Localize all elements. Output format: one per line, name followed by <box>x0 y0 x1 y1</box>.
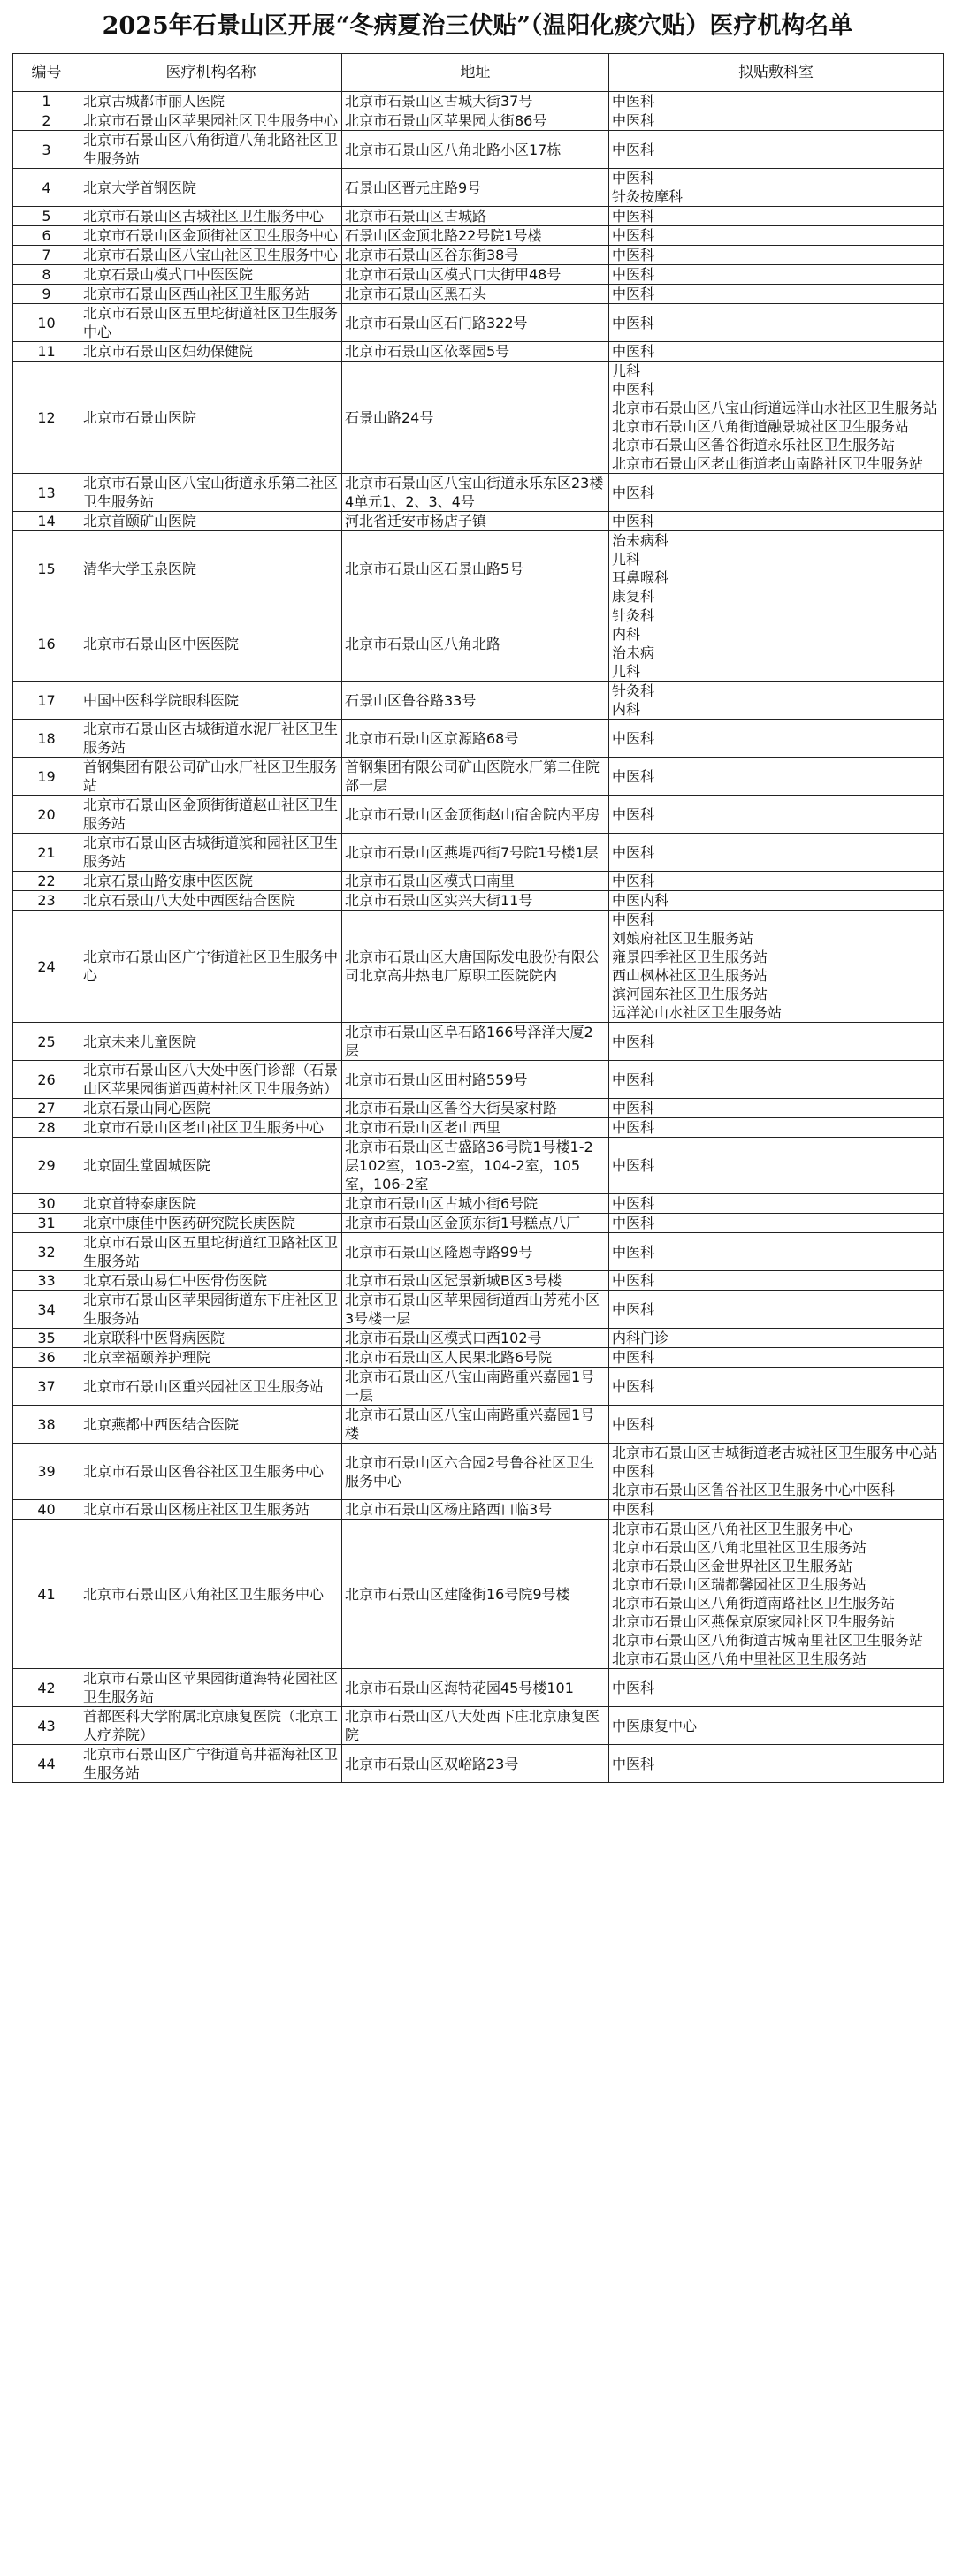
table-row <box>13 474 944 512</box>
institution-name: 北京市石景山区重兴园社区卫生服务站 <box>80 1368 342 1406</box>
institution-address: 北京市石景山区黑石头 <box>342 285 609 304</box>
row-number: 14 <box>13 512 80 531</box>
department-entry: 中医康复中心 <box>612 1717 698 1734</box>
table-body <box>13 92 944 1783</box>
department-entry: 中医内科 <box>612 892 669 909</box>
department-entry: 中医科 <box>612 266 655 283</box>
table-row <box>13 111 944 131</box>
institution-name: 清华大学玉泉医院 <box>80 531 342 606</box>
department-entry: 中医科 <box>612 93 655 110</box>
table-row <box>13 362 944 474</box>
department-entry: 中医科 <box>612 286 655 302</box>
department-cell <box>609 531 944 606</box>
department-cell <box>609 92 944 111</box>
department-entry: 儿科 <box>612 663 641 680</box>
institution-name: 首都医科大学附属北京康复医院（北京工人疗养院） <box>80 1707 342 1745</box>
department-entry: 滨河园东社区卫生服务站 <box>612 986 768 1002</box>
table-row <box>13 531 944 606</box>
institution-address: 北京市石景山区大唐国际发电股份有限公司北京高井热电厂原职工医院院内 <box>342 911 609 1023</box>
institution-name: 北京市石景山区八大处中医门诊部（石景山区苹果园街道西黄村社区卫生服务站） <box>80 1061 342 1099</box>
department-cell <box>609 362 944 474</box>
department-entry: 耳鼻喉科 <box>612 569 669 586</box>
department-entry: 内科门诊 <box>612 1330 669 1346</box>
institution-address: 北京市石景山区六合园2号鲁谷社区卫生服务中心 <box>342 1444 609 1500</box>
table-row <box>13 1348 944 1368</box>
department-entry: 中医科 <box>612 843 655 861</box>
header-address: 地址 <box>342 54 609 92</box>
institution-name: 北京石景山同心医院 <box>80 1099 342 1118</box>
department-entry: 雍景四季社区卫生服务站 <box>612 949 768 965</box>
table-row <box>13 169 944 207</box>
department-entry: 北京市石景山区金世界社区卫生服务站 <box>612 1558 853 1574</box>
institution-address: 北京市石景山区谷东街38号 <box>342 246 609 265</box>
institution-address: 北京市石景山区古城路 <box>342 207 609 226</box>
institution-address: 北京市石景山区石门路322号 <box>342 304 609 342</box>
department-cell <box>609 265 944 285</box>
row-number: 7 <box>13 246 80 265</box>
row-number: 36 <box>13 1348 80 1368</box>
row-number: 13 <box>13 474 80 512</box>
department-entry: 中医科 <box>612 1157 655 1174</box>
institution-address: 北京市石景山区古城小街6号院 <box>342 1194 609 1214</box>
table-row <box>13 92 944 111</box>
institution-name: 北京市石景山区古城街道滨和园社区卫生服务站 <box>80 834 342 872</box>
table-row <box>13 342 944 362</box>
row-number: 2 <box>13 111 80 131</box>
row-number: 24 <box>13 911 80 1023</box>
table-row <box>13 1023 944 1061</box>
department-entry: 针灸科 <box>612 607 655 624</box>
table-row <box>13 246 944 265</box>
row-number: 33 <box>13 1271 80 1291</box>
department-cell <box>609 1194 944 1214</box>
table-row <box>13 226 944 246</box>
table-row <box>13 512 944 531</box>
department-entry: 北京市石景山区鲁谷街道永乐社区卫生服务站 <box>612 437 896 453</box>
department-entry: 针灸科 <box>612 682 655 699</box>
page-title: 2025年石景山区开展“冬病夏治三伏贴”（温阳化痰穴贴）医疗机构名单 <box>102 12 853 40</box>
department-entry: 西山枫林社区卫生服务站 <box>612 967 768 984</box>
department-entry: 中医科 <box>612 1300 655 1318</box>
row-number: 23 <box>13 891 80 911</box>
institution-name: 北京未来儿童医院 <box>80 1023 342 1061</box>
table-row <box>13 131 944 169</box>
row-number: 40 <box>13 1500 80 1520</box>
institution-address: 北京市石景山区石景山路5号 <box>342 531 609 606</box>
table-row <box>13 1669 944 1707</box>
department-entry: 中医科 <box>612 314 655 332</box>
department-entry: 中医科 <box>612 1501 655 1518</box>
department-entry: 中医科 <box>612 227 655 244</box>
department-cell <box>609 131 944 169</box>
department-cell <box>609 1233 944 1271</box>
row-number: 28 <box>13 1118 80 1138</box>
table-row <box>13 285 944 304</box>
department-cell <box>609 1368 944 1406</box>
department-cell <box>609 342 944 362</box>
row-number: 21 <box>13 834 80 872</box>
row-number: 15 <box>13 531 80 606</box>
department-entry: 中医科 <box>612 1243 655 1261</box>
row-number: 43 <box>13 1707 80 1745</box>
institution-address: 北京市石景山区海特花园45号楼101 <box>342 1669 609 1707</box>
department-cell <box>609 1271 944 1291</box>
institution-address: 石景山路24号 <box>342 362 609 474</box>
table-row <box>13 796 944 834</box>
institution-name: 北京市石景山区西山社区卫生服务站 <box>80 285 342 304</box>
header-department: 拟贴敷科室 <box>609 54 944 92</box>
table-row <box>13 891 944 911</box>
row-number: 44 <box>13 1745 80 1783</box>
department-entry: 北京市石景山区燕保京原家园社区卫生服务站 <box>612 1613 896 1630</box>
department-entry: 儿科 <box>612 362 641 379</box>
institution-address: 北京市石景山区八大处西下庄北京康复医院 <box>342 1707 609 1745</box>
institution-name: 北京石景山模式口中医医院 <box>80 265 342 285</box>
institution-address: 北京市石景山区金顶东街1号糕点八厂 <box>342 1214 609 1233</box>
department-cell <box>609 304 944 342</box>
department-entry: 儿科 <box>612 551 641 568</box>
department-entry: 中医科 <box>612 729 655 747</box>
table-row <box>13 304 944 342</box>
table-row <box>13 1520 944 1669</box>
row-number: 37 <box>13 1368 80 1406</box>
table-row <box>13 1271 944 1291</box>
header-institution-name: 医疗机构名称 <box>80 54 342 92</box>
table-row <box>13 1099 944 1118</box>
row-number: 31 <box>13 1214 80 1233</box>
department-entry: 内科 <box>612 626 641 643</box>
department-cell <box>609 758 944 796</box>
department-cell <box>609 834 944 872</box>
department-entry: 北京市石景山区老山街道老山南路社区卫生服务站 <box>612 455 924 472</box>
institution-address: 北京市石景山区模式口大街甲48号 <box>342 265 609 285</box>
department-entry: 中医科 <box>612 1215 655 1231</box>
institution-address: 北京市石景山区老山西里 <box>342 1118 609 1138</box>
department-entry: 中医科 <box>612 767 655 785</box>
department-cell <box>609 720 944 758</box>
department-entry: 针灸按摩科 <box>612 188 684 205</box>
table-row <box>13 1291 944 1329</box>
institution-address: 北京市石景山区田村路559号 <box>342 1061 609 1099</box>
institution-name: 北京古城都市丽人医院 <box>80 92 342 111</box>
institution-name: 北京市石景山区杨庄社区卫生服务站 <box>80 1500 342 1520</box>
institution-address: 北京市石景山区苹果园大街86号 <box>342 111 609 131</box>
institution-name: 北京市石景山区八宝山街道永乐第二社区卫生服务站 <box>80 474 342 512</box>
table-row <box>13 1214 944 1233</box>
department-entry: 中医科 <box>612 1272 655 1289</box>
institution-address: 石景山区金顶北路22号院1号楼 <box>342 226 609 246</box>
row-number: 34 <box>13 1291 80 1329</box>
table-row <box>13 1138 944 1194</box>
row-number: 6 <box>13 226 80 246</box>
row-number: 29 <box>13 1138 80 1194</box>
department-cell <box>609 1291 944 1329</box>
institution-address: 北京市石景山区古城大街37号 <box>342 92 609 111</box>
table-row <box>13 1118 944 1138</box>
institution-address: 北京市石景山区八宝山南路重兴嘉园1号楼 <box>342 1406 609 1444</box>
row-number: 19 <box>13 758 80 796</box>
department-entry: 北京市石景山区八角街道南路社区卫生服务站 <box>612 1595 896 1612</box>
department-cell <box>609 111 944 131</box>
institution-address: 北京市石景山区建隆街16号院9号楼 <box>342 1520 609 1669</box>
department-cell <box>609 1118 944 1138</box>
row-number: 20 <box>13 796 80 834</box>
department-entry: 北京市石景山区八角街道古城南里社区卫生服务站 <box>612 1632 924 1649</box>
department-entry: 中医科 <box>612 1349 655 1366</box>
department-entry: 中医科 <box>612 247 655 263</box>
row-number: 38 <box>13 1406 80 1444</box>
institution-name: 北京市石景山区五里坨街道红卫路社区卫生服务站 <box>80 1233 342 1271</box>
department-cell <box>609 1329 944 1348</box>
department-entry: 中医科 <box>612 911 655 928</box>
department-entry: 北京市石景山区八角街道融景城社区卫生服务站 <box>612 418 910 435</box>
department-entry: 治未病 <box>612 644 655 661</box>
department-entry: 中医科 <box>612 141 655 158</box>
department-entry: 内科 <box>612 701 641 718</box>
institution-name: 北京市石景山区广宁街道社区卫生服务中心 <box>80 911 342 1023</box>
department-cell <box>609 606 944 682</box>
department-cell <box>609 1707 944 1745</box>
institution-name: 北京市石景山区古城社区卫生服务中心 <box>80 207 342 226</box>
institution-address: 北京市石景山区苹果园街道西山芳苑小区3号楼一层 <box>342 1291 609 1329</box>
institution-name: 北京市石景山区妇幼保健院 <box>80 342 342 362</box>
department-entry: 中医科 <box>612 1195 655 1212</box>
institution-name: 北京首颐矿山医院 <box>80 512 342 531</box>
department-entry: 中医科 <box>612 1377 655 1395</box>
row-number: 5 <box>13 207 80 226</box>
table-row <box>13 1444 944 1500</box>
institution-name: 北京市石景山医院 <box>80 362 342 474</box>
department-cell <box>609 1023 944 1061</box>
department-entry: 中医科 <box>612 112 655 129</box>
row-number: 9 <box>13 285 80 304</box>
row-number: 1 <box>13 92 80 111</box>
row-number: 16 <box>13 606 80 682</box>
institution-address: 北京市石景山区鲁谷大街吴家村路 <box>342 1099 609 1118</box>
row-number: 10 <box>13 304 80 342</box>
institution-name: 北京燕都中西医结合医院 <box>80 1406 342 1444</box>
institution-address: 北京市石景山区冠景新城B区3号楼 <box>342 1271 609 1291</box>
table-row <box>13 606 944 682</box>
table-row <box>13 1329 944 1348</box>
table-row <box>13 1194 944 1214</box>
department-entry: 中医科 <box>612 343 655 360</box>
row-number: 3 <box>13 131 80 169</box>
department-entry: 中医科 <box>612 1679 655 1696</box>
table-row <box>13 682 944 720</box>
institution-name: 北京市石景山区古城街道水泥厂社区卫生服务站 <box>80 720 342 758</box>
row-number: 32 <box>13 1233 80 1271</box>
department-cell <box>609 1214 944 1233</box>
institution-name: 北京市石景山区八角街道八角北路社区卫生服务站 <box>80 131 342 169</box>
department-entry: 北京市石景山区八宝山街道远洋山水社区卫生服务站 <box>612 400 938 416</box>
department-entry: 中医科 <box>612 805 655 823</box>
department-entry: 中医科 <box>612 170 655 187</box>
department-entry: 北京市石景山区八角社区卫生服务中心 <box>612 1520 853 1537</box>
department-cell <box>609 1348 944 1368</box>
row-number: 39 <box>13 1444 80 1500</box>
department-cell <box>609 1138 944 1194</box>
institution-address: 北京市石景山区隆恩寺路99号 <box>342 1233 609 1271</box>
row-number: 27 <box>13 1099 80 1118</box>
table-row <box>13 911 944 1023</box>
institution-address: 北京市石景山区双峪路23号 <box>342 1745 609 1783</box>
row-number: 12 <box>13 362 80 474</box>
table-row <box>13 872 944 891</box>
row-number: 41 <box>13 1520 80 1669</box>
institution-name: 北京市石景山区金顶街街道赵山社区卫生服务站 <box>80 796 342 834</box>
department-entry: 北京市石景山区瑞都馨园社区卫生服务站 <box>612 1576 867 1593</box>
department-entry: 北京市石景山区八角中里社区卫生服务站 <box>612 1650 867 1667</box>
table-row <box>13 1061 944 1099</box>
department-entry: 中医科 <box>612 484 655 501</box>
institution-name: 北京大学首钢医院 <box>80 169 342 207</box>
institution-address: 河北省迁安市杨店子镇 <box>342 512 609 531</box>
department-entry: 刘娘府社区卫生服务站 <box>612 930 754 947</box>
department-cell <box>609 474 944 512</box>
institution-name: 北京市石景山区广宁街道高井福海社区卫生服务站 <box>80 1745 342 1783</box>
institution-address: 石景山区晋元庄路9号 <box>342 169 609 207</box>
row-number: 30 <box>13 1194 80 1214</box>
department-cell <box>609 169 944 207</box>
department-cell <box>609 682 944 720</box>
institution-address: 北京市石景山区依翠园5号 <box>342 342 609 362</box>
institution-address: 北京市石景山区古盛路36号院1号楼1-2层102室，103-2室，104-2室，105室，106-2室 <box>342 1138 609 1194</box>
institution-address: 北京市石景山区八宝山南路重兴嘉园1号一层 <box>342 1368 609 1406</box>
department-cell <box>609 1520 944 1669</box>
institution-name: 北京市石景山区苹果园街道东下庄社区卫生服务站 <box>80 1291 342 1329</box>
department-entry: 中医科 <box>612 1119 655 1136</box>
department-cell <box>609 911 944 1023</box>
institution-address: 石景山区鲁谷路33号 <box>342 682 609 720</box>
institution-address: 北京市石景山区八宝山街道永乐东区23楼4单元1、2、3、4号 <box>342 474 609 512</box>
table-row <box>13 834 944 872</box>
row-number: 42 <box>13 1669 80 1707</box>
table-row <box>13 720 944 758</box>
row-number: 26 <box>13 1061 80 1099</box>
institution-name: 北京首特泰康医院 <box>80 1194 342 1214</box>
institution-address: 北京市石景山区八角北路小区17栋 <box>342 131 609 169</box>
institution-address: 北京市石景山区实兴大街11号 <box>342 891 609 911</box>
institution-name: 北京中康佳中医药研究院长庚医院 <box>80 1214 342 1233</box>
department-entry: 中医科 <box>612 873 655 889</box>
department-entry: 中医科 <box>612 208 655 225</box>
row-number: 11 <box>13 342 80 362</box>
institution-name: 北京固生堂固城医院 <box>80 1138 342 1194</box>
institution-address: 北京市石景山区杨庄路西口临3号 <box>342 1500 609 1520</box>
department-cell <box>609 891 944 911</box>
department-cell <box>609 207 944 226</box>
table-row <box>13 1745 944 1783</box>
institution-name: 北京市石景山区八宝山社区卫生服务中心 <box>80 246 342 265</box>
department-cell <box>609 1099 944 1118</box>
institution-address: 北京市石景山区阜石路166号泽洋大厦2层 <box>342 1023 609 1061</box>
institution-name: 北京市石景山区五里坨街道社区卫生服务中心 <box>80 304 342 342</box>
row-number: 25 <box>13 1023 80 1061</box>
institution-name: 北京市石景山区老山社区卫生服务中心 <box>80 1118 342 1138</box>
department-entry: 北京市石景山区古城街道老古城社区卫生服务中心站中医科 <box>612 1444 938 1480</box>
institution-name: 北京市石景山区苹果园街道海特花园社区卫生服务站 <box>80 1669 342 1707</box>
institution-name: 北京市石景山区八角社区卫生服务中心 <box>80 1520 342 1669</box>
institution-name: 首钢集团有限公司矿山水厂社区卫生服务站 <box>80 758 342 796</box>
institution-name: 北京市石景山区鲁谷社区卫生服务中心 <box>80 1444 342 1500</box>
institution-name: 北京石景山八大处中西医结合医院 <box>80 891 342 911</box>
department-entry: 远洋沁山水社区卫生服务站 <box>612 1004 783 1021</box>
department-cell <box>609 226 944 246</box>
department-cell <box>609 512 944 531</box>
department-entry: 北京市石景山区八角北里社区卫生服务站 <box>612 1539 867 1556</box>
table-header-row <box>13 54 944 92</box>
institution-name: 北京石景山易仁中医骨伤医院 <box>80 1271 342 1291</box>
table-row <box>13 1406 944 1444</box>
department-cell <box>609 872 944 891</box>
institution-name: 北京幸福颐养护理院 <box>80 1348 342 1368</box>
institution-name: 北京石景山路安康中医医院 <box>80 872 342 891</box>
institution-name: 北京市石景山区苹果园社区卫生服务中心 <box>80 111 342 131</box>
department-cell <box>609 246 944 265</box>
table-row <box>13 265 944 285</box>
institution-name: 北京市石景山区金顶街社区卫生服务中心 <box>80 226 342 246</box>
row-number: 17 <box>13 682 80 720</box>
row-number: 8 <box>13 265 80 285</box>
department-cell <box>609 1669 944 1707</box>
department-entry: 中医科 <box>612 381 655 398</box>
department-entry: 中医科 <box>612 1415 655 1433</box>
department-cell <box>609 285 944 304</box>
department-cell <box>609 796 944 834</box>
department-entry: 中医科 <box>612 1071 655 1088</box>
table-row <box>13 758 944 796</box>
department-cell <box>609 1406 944 1444</box>
table-row <box>13 1500 944 1520</box>
department-entry: 康复科 <box>612 588 655 605</box>
institution-address: 北京市石景山区燕堤西街7号院1号楼1层 <box>342 834 609 872</box>
institution-address: 北京市石景山区京源路68号 <box>342 720 609 758</box>
institution-address: 北京市石景山区人民果北路6号院 <box>342 1348 609 1368</box>
table-row <box>13 1707 944 1745</box>
institution-name: 中国中医科学院眼科医院 <box>80 682 342 720</box>
institution-name: 北京联科中医肾病医院 <box>80 1329 342 1348</box>
row-number: 18 <box>13 720 80 758</box>
institution-table <box>12 53 944 1783</box>
table-row <box>13 1368 944 1406</box>
institution-address: 北京市石景山区模式口南里 <box>342 872 609 891</box>
department-entry: 中医科 <box>612 513 655 530</box>
department-entry: 北京市石景山区鲁谷社区卫生服务中心中医科 <box>612 1482 896 1498</box>
institution-address: 北京市石景山区金顶街赵山宿舍院内平房 <box>342 796 609 834</box>
department-entry: 中医科 <box>612 1755 655 1772</box>
department-cell <box>609 1061 944 1099</box>
department-cell <box>609 1500 944 1520</box>
table-row <box>13 1233 944 1271</box>
row-number: 35 <box>13 1329 80 1348</box>
row-number: 4 <box>13 169 80 207</box>
table-row <box>13 207 944 226</box>
header-number: 编号 <box>13 54 80 92</box>
department-entry: 治未病科 <box>612 532 669 549</box>
department-cell <box>609 1444 944 1500</box>
institution-address: 首钢集团有限公司矿山医院水厂第二住院部一层 <box>342 758 609 796</box>
department-entry: 中医科 <box>612 1100 655 1117</box>
institution-address: 北京市石景山区八角北路 <box>342 606 609 682</box>
institution-name: 北京市石景山区中医医院 <box>80 606 342 682</box>
institution-address: 北京市石景山区模式口西102号 <box>342 1329 609 1348</box>
department-cell <box>609 1745 944 1783</box>
row-number: 22 <box>13 872 80 891</box>
department-entry: 中医科 <box>612 1033 655 1050</box>
